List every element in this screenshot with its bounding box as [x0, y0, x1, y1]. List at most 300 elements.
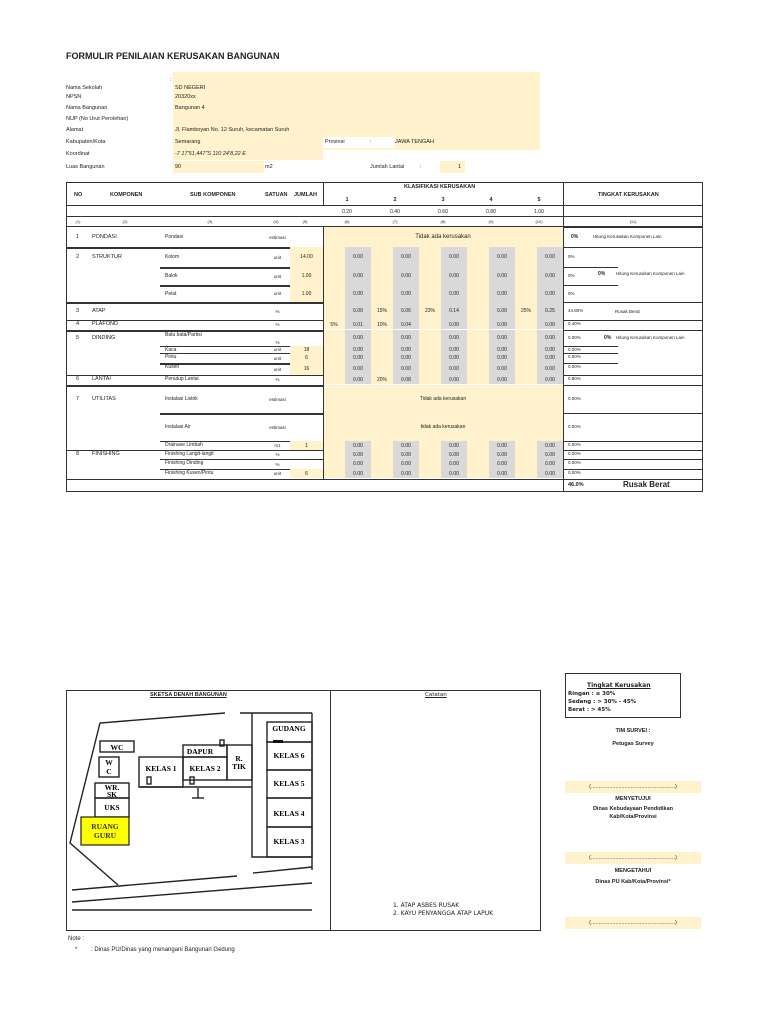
class-number: 4	[489, 197, 493, 203]
damage-value: 0.00	[393, 267, 419, 285]
damage-percent[interactable]	[467, 459, 489, 469]
row-tingkat: 0%	[568, 290, 575, 296]
label-provinsi: Provinsi	[325, 139, 345, 145]
damage-value: 0.00	[489, 450, 515, 459]
row-komponen: DINDING	[92, 335, 116, 341]
row-satuan: estimasi	[269, 234, 286, 240]
row-line	[563, 227, 703, 228]
damage-value: 0.00	[537, 320, 563, 329]
value-npsn[interactable]: 20320xx	[175, 94, 196, 100]
room-kelas4: KELAS 4	[273, 809, 305, 818]
damage-percent[interactable]	[371, 363, 393, 375]
row-tingkat: 44.80%	[568, 308, 584, 313]
row-sub-komponen: Kolom	[165, 254, 180, 260]
damage-value: 0.00	[441, 330, 467, 346]
damage-percent[interactable]	[419, 441, 441, 450]
label-nama-bangunan: Nama Bangunan	[66, 105, 108, 111]
row-sub-komponen: Batu bata/Partisi	[165, 332, 202, 338]
damage-value: 0.25	[537, 302, 563, 320]
damage-percent[interactable]	[419, 450, 441, 459]
row-komponen: ATAP	[92, 308, 106, 314]
damage-percent[interactable]	[323, 353, 345, 363]
colon: :	[420, 164, 422, 170]
damage-percent[interactable]	[467, 302, 489, 320]
row-tingkat: 0.00%	[568, 460, 581, 465]
damage-value: 0.00	[537, 267, 563, 285]
legend-berat: Berat : > 45%	[568, 707, 611, 713]
row-satuan: unit	[273, 347, 282, 352]
damage-value: 0.00	[441, 469, 467, 478]
damage-percent[interactable]	[419, 353, 441, 363]
lantai-fill	[440, 161, 465, 173]
row-komponen: PONDASI	[92, 234, 117, 240]
damage-value: 0.00	[489, 375, 515, 384]
damage-value: 0.00	[441, 375, 467, 384]
damage-value: 0.00	[345, 247, 371, 267]
luas-unit: m2	[265, 164, 273, 170]
row-jumlah[interactable]: 6	[305, 470, 308, 477]
room-wc2: W	[105, 758, 113, 767]
row-tingkat: 0.00%	[568, 335, 581, 340]
petugas-survey: Petugas Survey	[612, 741, 654, 747]
row-jumlah[interactable]	[290, 375, 323, 384]
damage-value: 0.00	[489, 330, 515, 346]
damage-percent[interactable]	[467, 320, 489, 329]
row-jumlah[interactable]	[290, 385, 323, 413]
column-index: (5)	[302, 218, 308, 224]
damage-value: 0.00	[393, 459, 419, 469]
row-no: 4	[76, 321, 80, 327]
luas-fill	[173, 161, 264, 173]
class-weight: 1.00	[534, 208, 544, 215]
column-index: (2)	[122, 218, 128, 224]
value-alamat[interactable]: Jl. Flamboyan No. 12 Suruh, kecamatan Suruh	[175, 127, 290, 133]
damage-percent[interactable]	[371, 459, 393, 469]
row-no: 1	[76, 234, 80, 240]
row-jumlah[interactable]: 16	[303, 366, 310, 372]
row-komponen: STRUKTUR	[92, 254, 122, 260]
column-index: (3)	[207, 218, 213, 224]
damage-value: 0.00	[345, 353, 371, 363]
room-kelas3: KELAS 3	[273, 837, 305, 846]
damage-value: 0.00	[393, 330, 419, 346]
damage-value: 0.00	[441, 267, 467, 285]
damage-value: 0.00	[345, 346, 371, 353]
row-line	[66, 205, 703, 206]
colon: :	[170, 77, 172, 83]
damage-percent[interactable]	[515, 469, 537, 478]
damage-value: 0.00	[489, 353, 515, 363]
row-tingkat: 0.00%	[568, 364, 581, 369]
room-rtik: TIK	[232, 762, 246, 771]
row-satuan: unit	[273, 366, 282, 372]
column-index: (7)	[392, 218, 398, 224]
row-jumlah[interactable]	[290, 227, 323, 247]
row-tingkat: 0.00%	[568, 424, 581, 429]
damage-percent[interactable]: 5%	[323, 320, 345, 329]
row-satuan: unit	[273, 273, 282, 279]
damage-percent[interactable]	[419, 267, 441, 285]
damage-value: 0.00	[393, 441, 419, 450]
signature-line-pu[interactable]: (.......................................................)	[565, 917, 701, 929]
room-gudang: GUDANG	[272, 724, 306, 733]
column-index: (8)	[440, 218, 446, 224]
sketch-title: SKETSA DENAH BANGUNAN	[150, 692, 227, 698]
row-jumlah[interactable]: 6	[305, 355, 308, 361]
dinding-note: Hitung Kerusakan Komponen Lain	[616, 335, 685, 340]
damage-percent[interactable]	[323, 247, 345, 267]
row-jumlah[interactable]	[290, 413, 323, 441]
value-provinsi[interactable]: JAWA TENGAH	[395, 139, 434, 145]
row-satuan: m1	[274, 443, 281, 448]
floor-plan-sketch	[66, 690, 330, 930]
column-index: (11)	[629, 218, 637, 224]
damage-value: 0.04	[393, 320, 419, 329]
col-divider	[323, 227, 324, 479]
class-weight: 0.80	[486, 208, 496, 215]
label-nama-sekolah: Nama Sekolah	[66, 85, 103, 91]
damage-value: 0.00	[393, 469, 419, 478]
row-satuan: %	[275, 377, 280, 382]
row-tingkat: 0.40%	[568, 321, 581, 326]
damage-value: 0.00	[489, 469, 515, 478]
room-dapur: DAPUR	[186, 747, 214, 756]
damage-percent[interactable]	[371, 441, 393, 450]
room-kelas5: KELAS 5	[273, 779, 305, 788]
room-wrsk: WR.	[104, 783, 120, 792]
row-tingkat: 0.00%	[568, 396, 581, 401]
value-kabupaten[interactable]: Semarang	[175, 139, 201, 145]
row-satuan: estimasi	[269, 424, 286, 430]
row-jumlah[interactable]	[290, 320, 323, 329]
damage-value: 0.01	[345, 320, 371, 329]
label-npsn: NPSN	[66, 94, 82, 100]
row-tingkat: 0.00%	[568, 354, 581, 359]
note-text: : Dinas PU/Dinas yang menangani Bangunan Gedung	[91, 947, 235, 953]
room-kelas2: KELAS 2	[189, 764, 221, 773]
note-label: Note :	[68, 936, 85, 942]
atap-note: Rusak Berat	[615, 309, 640, 314]
row-satuan: %	[275, 461, 280, 467]
row-tingkat: 0.00%	[568, 347, 581, 352]
room-wc2: C	[106, 767, 112, 776]
row-satuan: unit	[273, 291, 282, 296]
row-jumlah[interactable]	[290, 330, 323, 346]
damage-value: 0.00	[489, 285, 515, 302]
row-sub-komponen: Finishing Kusen/Pintu	[165, 470, 214, 476]
damage-percent[interactable]	[371, 247, 393, 267]
damage-value: 0.00	[393, 285, 419, 302]
damage-percent[interactable]	[467, 441, 489, 450]
row-no: 7	[76, 396, 80, 402]
damage-percent[interactable]	[323, 330, 345, 346]
struktur-tingkat: 0%	[598, 271, 606, 277]
damage-percent[interactable]: 23%	[419, 302, 441, 320]
header-tingkat: TINGKAT KERUSAKAN	[598, 192, 659, 198]
class-weight: 0.20	[342, 208, 352, 215]
row-komponen: UTILITAS	[92, 396, 116, 402]
damage-value: 0.00	[441, 320, 467, 329]
damage-value: 0.00	[537, 469, 563, 478]
row-tingkat: 0.80%	[568, 376, 581, 381]
header-satuan: SATUAN	[265, 192, 288, 198]
legend-sedang: Sedang : > 30% - 45%	[568, 699, 637, 705]
damage-percent[interactable]	[467, 469, 489, 478]
damage-percent[interactable]	[467, 267, 489, 285]
damage-percent[interactable]: 20%	[371, 375, 393, 384]
damage-percent[interactable]	[371, 330, 393, 346]
damage-percent[interactable]	[371, 267, 393, 285]
damage-percent[interactable]	[515, 450, 537, 459]
damage-percent[interactable]	[515, 285, 537, 302]
header-jumlah: JUMLAH	[294, 192, 317, 198]
damage-value: 0.00	[393, 353, 419, 363]
room-rtik: R.	[235, 754, 243, 763]
damage-percent[interactable]	[515, 459, 537, 469]
class-weight: 0.60	[438, 208, 448, 215]
page-title: FORMULIR PENILAIAN KERUSAKAN BANGUNAN	[66, 51, 280, 61]
damage-percent[interactable]	[323, 459, 345, 469]
damage-percent[interactable]	[323, 469, 345, 478]
row-sub-komponen: Finishing Dinding	[165, 460, 204, 466]
merged-status: Tidak ada kerusakan	[323, 385, 563, 413]
divider	[330, 690, 331, 931]
row-line	[563, 285, 618, 286]
col-divider	[563, 182, 564, 492]
damage-value: 0.00	[489, 247, 515, 267]
row-sub-komponen: Pintu	[165, 354, 177, 360]
damage-percent[interactable]	[467, 450, 489, 459]
row-line	[563, 459, 703, 460]
damage-percent[interactable]	[419, 469, 441, 478]
row-line	[563, 247, 703, 248]
legend-ringan: Ringan : ≤ 30%	[568, 691, 616, 697]
damage-value: 0.00	[345, 267, 371, 285]
dinas-pendidikan: Dinas Kebudayaan Pendidikan	[592, 806, 674, 812]
row-jumlah[interactable]	[290, 450, 323, 459]
damage-value: 0.00	[393, 247, 419, 267]
damage-percent[interactable]	[515, 375, 537, 384]
catatan-line: 2. KAYU PENYANGGA ATAP LAPUK	[393, 910, 494, 917]
mengetahui: MENGETAHUI	[614, 868, 652, 874]
catatan-line: 1. ATAP ASBES RUSAK	[393, 902, 460, 909]
damage-value: 0.00	[537, 441, 563, 450]
row-line	[563, 375, 703, 376]
damage-percent[interactable]	[371, 469, 393, 478]
damage-percent[interactable]	[371, 450, 393, 459]
damage-value: 0.00	[537, 450, 563, 459]
column-index: (4)	[273, 218, 279, 224]
room-wrsk: SK	[106, 790, 118, 799]
damage-value: 0.00	[441, 353, 467, 363]
class-number: 5	[537, 197, 541, 203]
value-nama-bangunan[interactable]: Bangunan 4	[175, 105, 205, 111]
row-line	[563, 320, 703, 321]
row-sub-komponen: Penutup Lantai	[165, 376, 199, 382]
room-kelas6: KELAS 6	[273, 751, 305, 760]
damage-percent[interactable]	[515, 247, 537, 267]
damage-percent[interactable]	[515, 320, 537, 329]
header-sub-komponen: SUB KOMPONEN	[190, 192, 236, 198]
row-komponen: FINISHING	[92, 451, 120, 457]
damage-percent[interactable]	[419, 320, 441, 329]
class-number: 1	[345, 197, 349, 203]
value-luas[interactable]: 90	[175, 164, 182, 170]
header-no: NO	[74, 192, 83, 198]
row-sub-komponen: Finishing Langit-langit	[165, 451, 214, 457]
class-number: 2	[393, 197, 397, 203]
room-wc: WC	[110, 743, 124, 752]
row-tingkat: 0.00%	[568, 451, 581, 456]
damage-percent[interactable]	[467, 247, 489, 267]
damage-value: 0.00	[537, 346, 563, 353]
damage-percent[interactable]	[515, 353, 537, 363]
damage-percent[interactable]	[323, 363, 345, 375]
menyetujui: MENYETUJUI	[615, 796, 651, 802]
damage-value: 0.00	[393, 363, 419, 375]
row-satuan: estimasi	[269, 396, 286, 402]
column-index: (1)	[75, 218, 81, 224]
room-kelas1: KELAS 1	[145, 764, 177, 773]
damage-percent[interactable]	[467, 363, 489, 375]
colon: :	[370, 139, 372, 145]
damage-percent[interactable]	[467, 330, 489, 346]
damage-percent[interactable]	[371, 346, 393, 353]
damage-value: 0.00	[441, 346, 467, 353]
damage-value: 0.00	[489, 363, 515, 375]
damage-percent[interactable]	[419, 285, 441, 302]
row-sub-komponen: Kaca	[165, 347, 177, 353]
row-sub-komponen: Pondasi	[165, 234, 184, 240]
damage-percent[interactable]	[419, 346, 441, 353]
damage-value: 0.00	[441, 441, 467, 450]
damage-value: 0.08	[393, 375, 419, 384]
damage-percent[interactable]	[419, 247, 441, 267]
row-satuan: unit	[273, 471, 282, 476]
row-line	[563, 267, 618, 268]
damage-percent[interactable]: 10%	[371, 320, 393, 329]
damage-value: 0.00	[345, 469, 371, 478]
damage-percent[interactable]	[515, 330, 537, 346]
damage-percent[interactable]	[419, 330, 441, 346]
damage-value: 0.00	[345, 285, 371, 302]
signature-line-petugas[interactable]: (.......................................................)	[565, 781, 701, 793]
damage-value: 0.00	[489, 459, 515, 469]
row-sub-komponen: Instalasi Listrik	[165, 396, 198, 402]
row-jumlah[interactable]: 1.00	[301, 273, 312, 279]
row-no: 2	[76, 254, 80, 260]
damage-percent[interactable]	[419, 363, 441, 375]
damage-value: 0.00	[345, 450, 371, 459]
damage-percent[interactable]	[323, 450, 345, 459]
damage-value: 0.00	[489, 267, 515, 285]
room-ruang-guru: GURU	[93, 831, 117, 840]
damage-percent[interactable]	[419, 375, 441, 384]
row-line	[563, 450, 703, 451]
damage-value: 0.14	[441, 302, 467, 320]
row-sub-komponen: Drainase Limbah	[165, 442, 203, 448]
damage-value: 0.00	[489, 441, 515, 450]
damage-percent[interactable]	[515, 346, 537, 353]
row-no: 8	[76, 451, 80, 457]
damage-value: 0.00	[345, 302, 371, 320]
merged-status: tidak ada kerusakan	[323, 413, 563, 441]
damage-percent[interactable]: 15%	[371, 302, 393, 320]
row-satuan: %	[275, 308, 280, 314]
row-tingkat: 0%	[568, 254, 575, 259]
signature-line-pendidikan[interactable]: (.......................................................)	[565, 852, 701, 864]
damage-percent[interactable]: 25%	[515, 302, 537, 320]
room-uks: UKS	[104, 803, 120, 812]
damage-percent[interactable]	[323, 267, 345, 285]
row-jumlah[interactable]	[290, 302, 323, 320]
damage-percent[interactable]	[419, 459, 441, 469]
value-nama-sekolah[interactable]: SD NEGERI	[175, 85, 206, 91]
row-komponen: PLAFOND	[92, 321, 118, 327]
header-klasifikasi: KLASIFIKASI KERUSAKAN	[404, 184, 476, 190]
struktur-note: Hitung Kerusakan Komponen Lain	[616, 271, 685, 276]
damage-percent[interactable]	[371, 285, 393, 302]
damage-percent[interactable]	[467, 375, 489, 384]
damage-value: 0.00	[345, 459, 371, 469]
damage-percent[interactable]	[323, 375, 345, 384]
damage-value: 0.00	[537, 353, 563, 363]
row-jumlah[interactable]	[290, 459, 323, 469]
row-jumlah[interactable]: 1.00	[301, 290, 312, 297]
value-jumlah-lantai[interactable]: 1	[458, 164, 462, 170]
label-luas: Luas Bangunan	[66, 164, 105, 170]
row-line	[563, 441, 703, 442]
pondasi-tingkat: 0%	[571, 234, 579, 240]
damage-percent[interactable]	[515, 441, 537, 450]
damage-percent[interactable]	[323, 302, 345, 320]
row-jumlah[interactable]: 1	[305, 442, 308, 449]
row-jumlah[interactable]: 18	[303, 346, 310, 353]
row-satuan: unit	[273, 254, 282, 260]
row-no: 5	[76, 335, 80, 341]
damage-percent[interactable]	[467, 346, 489, 353]
damage-value: 0.00	[441, 459, 467, 469]
row-jumlah[interactable]: 14.00	[300, 254, 313, 260]
total-status: Rusak Berat	[623, 480, 670, 489]
label-alamat: Alamat	[66, 127, 84, 133]
row-tingkat: 0%	[568, 273, 575, 278]
damage-percent[interactable]	[467, 353, 489, 363]
damage-percent[interactable]	[371, 353, 393, 363]
damage-value: 0.00	[393, 450, 419, 459]
damage-percent[interactable]	[323, 285, 345, 302]
damage-value: 0.00	[441, 450, 467, 459]
damage-percent[interactable]	[515, 363, 537, 375]
row-komponen: LANTAI	[92, 376, 111, 382]
damage-percent[interactable]	[467, 285, 489, 302]
damage-value: 0.00	[489, 302, 515, 320]
damage-value: 0.00	[537, 459, 563, 469]
damage-percent[interactable]	[323, 441, 345, 450]
label-nup: NUP (No Urut Perolehan)	[66, 116, 129, 122]
dinas-pendidikan-region: Kab/Kota/Provinsi	[609, 814, 657, 820]
header-komponen: KOMPONEN	[110, 192, 143, 198]
row-satuan: unit	[273, 355, 282, 361]
damage-value: 0.00	[537, 247, 563, 267]
damage-value: 0.00	[537, 285, 563, 302]
damage-percent[interactable]	[323, 346, 345, 353]
dinas-pu: Dinas PU Kab/Kota/Provinsi*	[595, 879, 671, 885]
damage-percent[interactable]	[515, 267, 537, 285]
row-satuan: %	[275, 322, 280, 327]
legend-title: Tingkat Kerusakan	[587, 682, 651, 689]
value-koordinat[interactable]: -7 17'51,447"S 110 24'8,22 E	[175, 151, 246, 157]
